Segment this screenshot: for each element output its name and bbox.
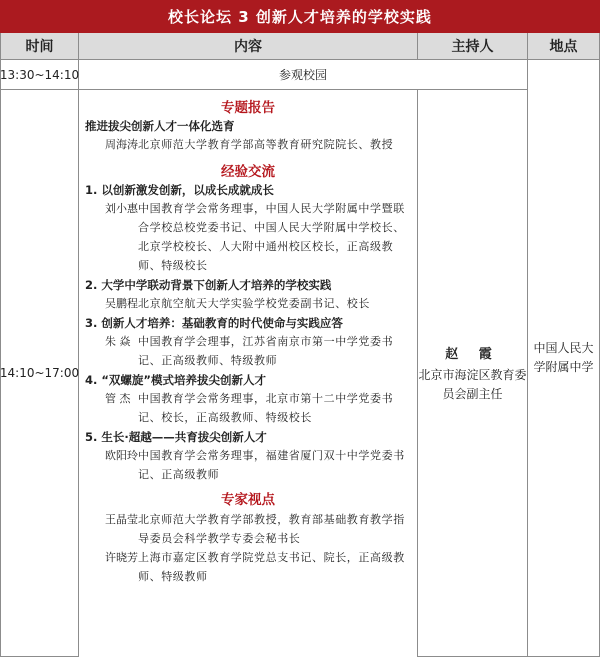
- host-name: 赵 霞: [445, 346, 500, 362]
- expert-desc: 北京师范大学教育学部教授，教育部基础教育教学指导委员会科学教学专委会秘书长: [138, 513, 405, 545]
- speaker-desc: 中国教育学会常务理事，中国人民大学附属中学暨联合学校总校党委书记、中国人民大学附属中学校长、北京学校校长、人大附中通州校区校长，正高级教师、特级校长: [138, 202, 405, 272]
- speaker-desc: 北京航空航天大学实验学校党委副书记、校长: [138, 297, 370, 310]
- speaker-desc: 中国教育学会常务理事，福建省厦门双十中学党委书记、正高级教师: [138, 449, 405, 481]
- expert-row: [85, 548, 411, 586]
- expert-desc: 上海市嘉定区教育学院党总支书记、院长，正高级教师、特级教师: [138, 551, 405, 583]
- header-place: 地点: [528, 33, 600, 60]
- section-heading-exchange: 经验交流: [221, 164, 275, 180]
- exchange-item-title: 4. “双螺旋”模式培养拔尖创新人才: [85, 373, 266, 387]
- header-host: 主持人: [418, 33, 528, 60]
- speaker-row: [85, 294, 411, 313]
- row2-host: [418, 90, 528, 657]
- host-desc: 北京市海淀区教育委员会副主任: [418, 367, 527, 401]
- speaker-name: 周海涛: [105, 138, 138, 151]
- expert-name: 许晓芳: [105, 551, 138, 564]
- section-heading-report: 专题报告: [221, 100, 275, 116]
- row2-content: [79, 90, 418, 657]
- expert-row: [85, 510, 411, 548]
- exchange-item-title: 5. 生长·超越——共育拔尖创新人才: [85, 430, 267, 444]
- speaker-row: [85, 389, 411, 427]
- speaker-row: [85, 135, 411, 154]
- place-name: 中国人民大学附属中学: [533, 341, 594, 374]
- speaker-row: [85, 332, 411, 370]
- row2-time: 14:10~17:00: [0, 90, 79, 657]
- header-content: 内容: [79, 33, 418, 60]
- speaker-desc: 北京师范大学教育学部高等教育研究院院长、教授: [138, 138, 394, 151]
- expert-name: 王晶莹: [105, 513, 138, 526]
- speaker-name: 管 杰: [105, 392, 131, 405]
- speaker-name: 吴鹏程: [105, 297, 138, 310]
- speaker-row: [85, 199, 411, 275]
- speaker-row: [85, 446, 411, 484]
- speaker-desc: 中国教育学会常务理事，北京市第十二中学党委书记、校长，正高级教师、特级校长: [138, 392, 394, 424]
- place-cell: [528, 60, 600, 657]
- report-title: 推进拔尖创新人才一体化选育: [85, 119, 235, 133]
- row1-content: 参观校园: [79, 60, 528, 90]
- row1-time: 13:30~14:10: [0, 60, 79, 90]
- section-heading-expert: 专家视点: [221, 492, 275, 508]
- speaker-name: 刘小惠: [105, 202, 138, 215]
- speaker-name: 欧阳玲: [105, 449, 138, 462]
- exchange-item-title: 3. 创新人才培养：基础教育的时代使命与实践应答: [85, 316, 343, 330]
- speaker-desc: 中国教育学会理事，江苏省南京市第一中学党委书记、正高级教师、特级教师: [138, 335, 394, 367]
- forum-title: 校长论坛 3 创新人才培养的学校实践: [0, 0, 600, 33]
- header-time: 时间: [0, 33, 79, 60]
- exchange-item-title: 1. 以创新激发创新，以成长成就成长: [85, 183, 274, 197]
- exchange-item-title: 2. 大学中学联动背景下创新人才培养的学校实践: [85, 278, 332, 292]
- speaker-name: 朱 焱: [105, 335, 131, 348]
